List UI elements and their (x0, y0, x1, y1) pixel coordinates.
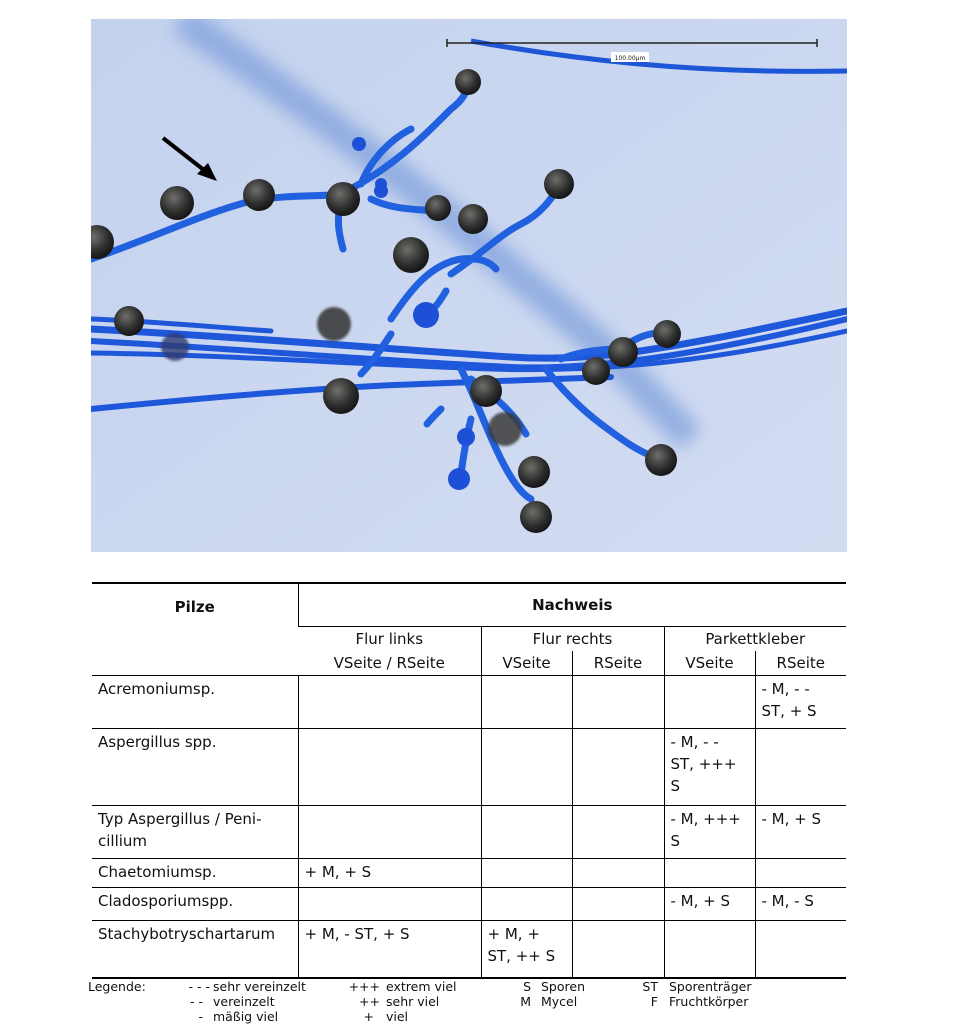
microscope-background (91, 19, 847, 552)
spore (326, 182, 360, 216)
cell-flur-links: + M, + S (298, 859, 481, 888)
spore (323, 378, 359, 414)
table-row (92, 921, 846, 979)
spore (243, 179, 275, 211)
legend-symbol: - (198, 1009, 203, 1024)
legend-text: viel (386, 1009, 409, 1024)
legend-text: vereinzelt (213, 994, 275, 1009)
legend-symbol: +++ (348, 979, 380, 994)
cell-flur-links (298, 806, 481, 859)
cell-flur-rechts-rseite (572, 921, 664, 979)
cell-parkett-vseite: - M, + S (664, 888, 755, 921)
header-flur-rechts: Flur rechts (481, 627, 664, 652)
cell-flur-rechts-vseite (481, 888, 572, 921)
results-table (92, 582, 846, 979)
legend-symbol: M (520, 994, 531, 1009)
cell-parkett-rseite (755, 859, 846, 888)
spore (518, 456, 550, 488)
cell-parkett-vseite (664, 859, 755, 888)
legend-symbol: - - - (188, 979, 210, 994)
spore (317, 307, 351, 341)
cell-flur-rechts-rseite (572, 859, 664, 888)
cell-flur-rechts-vseite (481, 676, 572, 729)
legend-symbol: ST (642, 979, 658, 994)
cell-parkett-rseite (755, 921, 846, 979)
cell-flur-rechts-rseite (572, 888, 664, 921)
spore (393, 237, 429, 273)
legend-text: sehr vereinzelt (213, 979, 306, 994)
legend-symbol: S (523, 979, 531, 994)
cell-parkett-rseite: - M, - S (755, 888, 846, 921)
cell-flur-rechts-vseite (481, 859, 572, 888)
cell-parkett-rseite (755, 729, 846, 806)
spore (488, 412, 522, 446)
sub-flur-rechts-rseite: RSeite (572, 651, 664, 676)
cell-flur-rechts-vseite: + M, + ST, ++ S (481, 921, 572, 979)
header-parkettkleber: Parkettkleber (664, 627, 846, 652)
legend-text: extrem viel (386, 979, 457, 994)
spore (458, 204, 488, 234)
legend-symbol: F (650, 994, 658, 1009)
scale-bar-label: 100.00µm (614, 55, 646, 62)
cell-flur-links: + M, - ST, + S (298, 921, 481, 979)
spore (582, 357, 610, 385)
cell-flur-links (298, 729, 481, 806)
row-name: Stachybotryschartarum (92, 921, 298, 979)
spore (455, 69, 481, 95)
table-row (92, 859, 846, 888)
cell-flur-rechts-vseite (481, 806, 572, 859)
cell-parkett-vseite (664, 921, 755, 979)
table-row (92, 888, 846, 921)
spore (608, 337, 638, 367)
cell-parkett-rseite: - M, + S (755, 806, 846, 859)
sub-flur-rechts-vseite: VSeite (481, 651, 572, 676)
cell-flur-rechts-rseite (572, 676, 664, 729)
spore (544, 169, 574, 199)
spore (470, 375, 502, 407)
cell-flur-links (298, 676, 481, 729)
header-flur-links: Flur links (298, 627, 481, 652)
spore (645, 444, 677, 476)
cell-parkett-rseite: - M, - - ST, + S (755, 676, 846, 729)
spore (425, 195, 451, 221)
legend-text: Mycel (541, 994, 578, 1009)
cell-flur-rechts-vseite (481, 729, 572, 806)
cell-parkett-vseite: - M, - - ST, +++ S (664, 729, 755, 806)
legend-symbol: - - (190, 994, 203, 1009)
row-name: Typ Aspergillus / Peni- cillium (92, 806, 298, 859)
sub-parkett-rseite: RSeite (755, 651, 846, 676)
cell-flur-rechts-rseite (572, 729, 664, 806)
spore (161, 333, 189, 361)
row-name: Aspergillus spp. (92, 729, 298, 806)
cell-flur-links (298, 888, 481, 921)
header-nachweis: Nachweis (298, 583, 846, 627)
row-name: Chaetomiumsp. (92, 859, 298, 888)
spore (114, 306, 144, 336)
legend-text: Fruchtkörper (669, 994, 749, 1009)
legend-text: sehr viel (386, 994, 440, 1009)
header-pilze: Pilze (92, 583, 298, 676)
legend-symbol: ++ (359, 994, 380, 1009)
legend-text: Sporenträger (669, 979, 752, 994)
row-name: Acremoniumsp. (92, 676, 298, 729)
sub-parkett-vseite: VSeite (664, 651, 755, 676)
legend-symbol: + (363, 1009, 374, 1024)
table-row (92, 729, 846, 806)
table-row (92, 806, 846, 859)
cell-parkett-vseite: - M, +++ S (664, 806, 755, 859)
cell-parkett-vseite (664, 676, 755, 729)
spore (160, 186, 194, 220)
legend-text: mäßig viel (213, 1009, 279, 1024)
spore (520, 501, 552, 533)
table-row (92, 676, 846, 729)
legend-title: Legende: (88, 979, 146, 994)
row-name: Cladosporiumspp. (92, 888, 298, 921)
legend-text: Sporen (541, 979, 585, 994)
microscope-image (91, 19, 847, 552)
cell-flur-rechts-rseite (572, 806, 664, 859)
sub-flur-links: VSeite / RSeite (298, 651, 481, 676)
spore (653, 320, 681, 348)
